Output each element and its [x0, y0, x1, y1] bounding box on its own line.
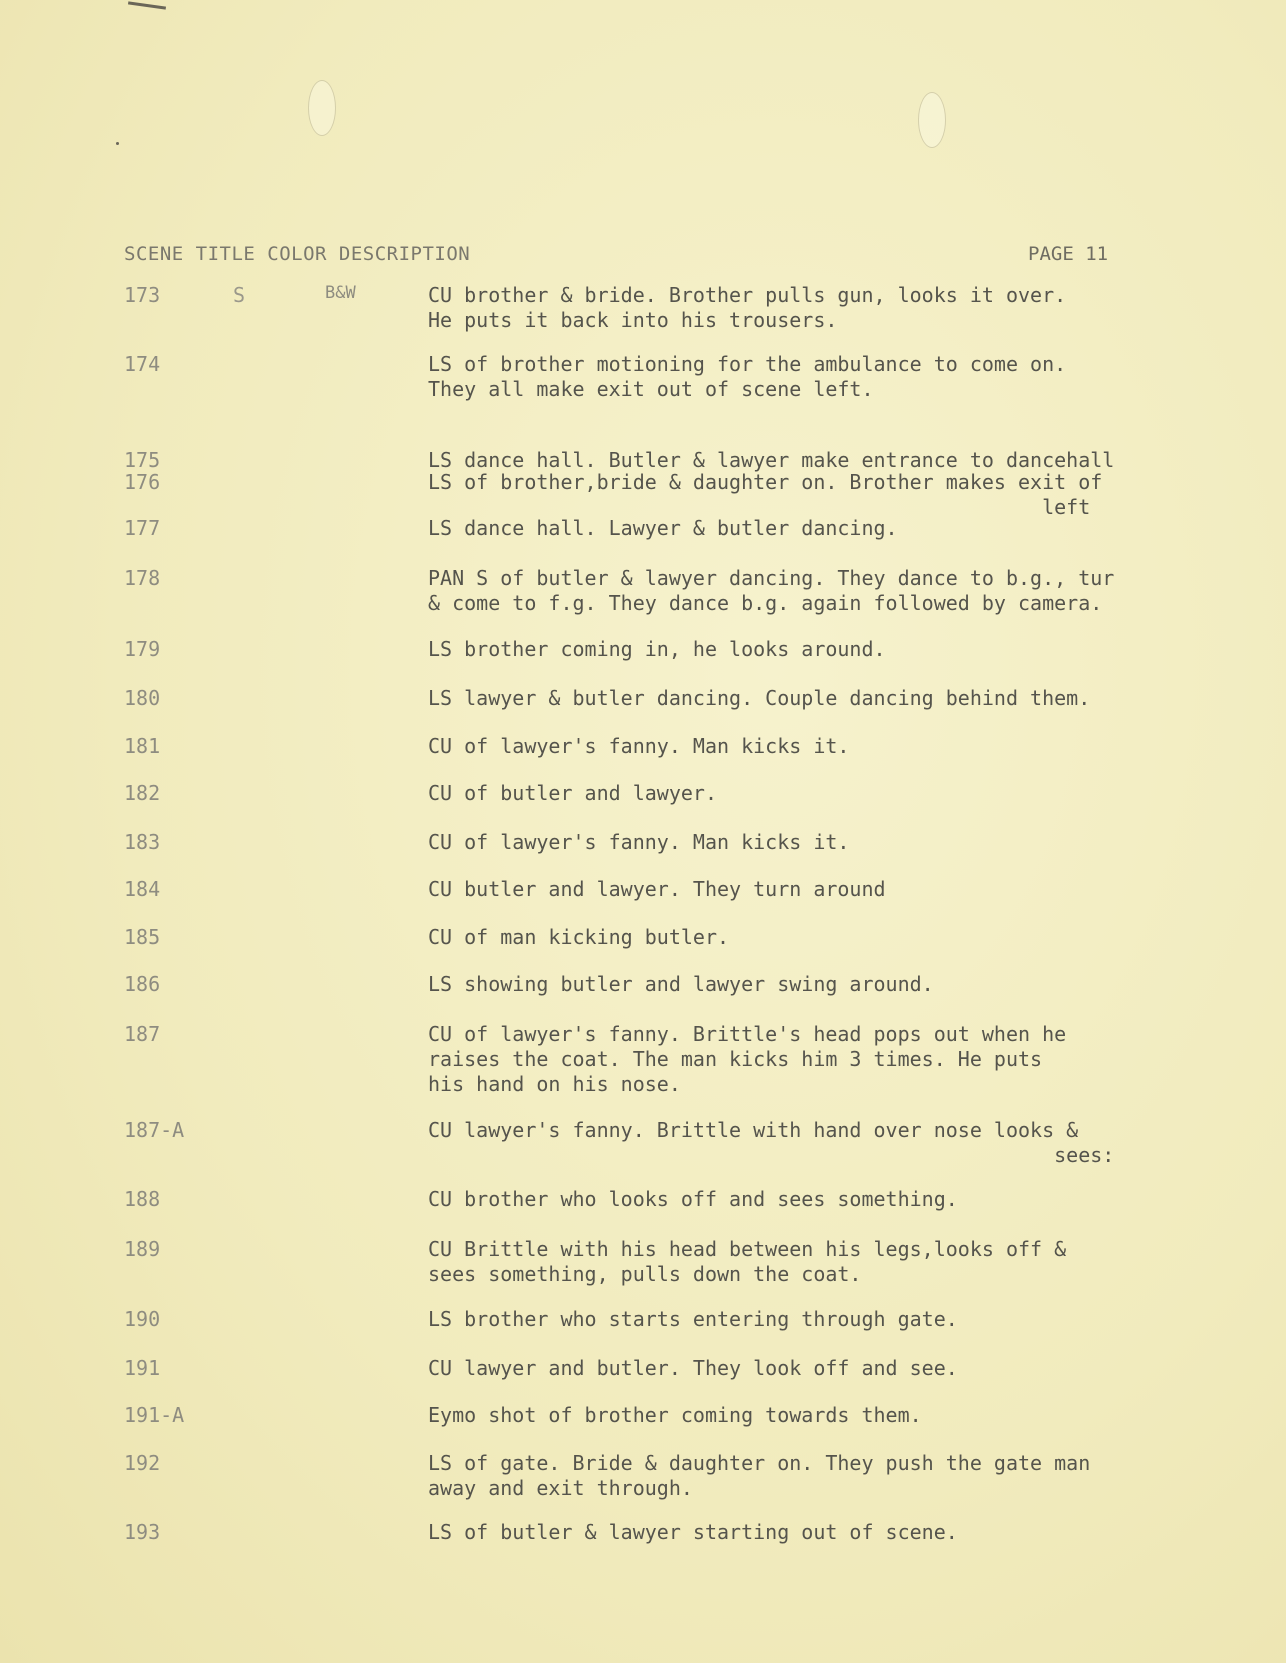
scene-number: 177: [124, 516, 161, 540]
description-line: PAN S of butler & lawyer dancing. They dance to b.g., tur: [428, 566, 1115, 590]
scene-number: 187: [124, 1022, 161, 1046]
description-line: away and exit through.: [428, 1476, 693, 1500]
scene-number: 175: [124, 448, 161, 472]
description-line: CU lawyer and butler. They look off and see.: [428, 1356, 958, 1380]
column-header: SCENE TITLE COLOR DESCRIPTION: [124, 243, 471, 265]
scene-number: 180: [124, 686, 161, 710]
scene-description: [428, 925, 1252, 950]
description-line: & come to f.g. They dance b.g. again followed by camera.: [428, 591, 1103, 615]
punch-hole-right: [918, 92, 946, 148]
scene-number: 191-A: [124, 1403, 185, 1427]
scene-number: 183: [124, 830, 161, 854]
scene-number: 190: [124, 1307, 161, 1331]
scene-description: [428, 1187, 1252, 1212]
description-line: LS showing butler and lawyer swing around.: [428, 972, 934, 996]
scene-description: [428, 566, 1252, 616]
description-line: LS of gate. Bride & daughter on. They push the gate man: [428, 1451, 1091, 1475]
description-line: CU of lawyer's fanny. Man kicks it.: [428, 830, 850, 854]
description-line: He puts it back into his trousers.: [428, 308, 838, 332]
description-line: LS dance hall. Lawyer & butler dancing.: [428, 516, 898, 540]
description-line: LS brother coming in, he looks around.: [428, 637, 886, 661]
scene-number: 187-A: [124, 1118, 185, 1142]
scene-description: [428, 1237, 1252, 1287]
description-line: CU brother & bride. Brother pulls gun, looks it over.: [428, 283, 1067, 307]
description-line: sees something, pulls down the coat.: [428, 1262, 862, 1286]
description-line: LS of brother,bride & daughter on. Brother makes exit of: [428, 470, 1103, 494]
scene-description: [428, 877, 1252, 902]
scene-description: [428, 1022, 1252, 1097]
scene-number: 173: [124, 283, 161, 307]
scene-description: [428, 1403, 1252, 1428]
scene-description: [428, 516, 1252, 541]
description-line: CU of lawyer's fanny. Brittle's head pops out when he: [428, 1022, 1067, 1046]
scene-number: 189: [124, 1237, 161, 1261]
scene-description: [428, 1451, 1252, 1501]
scene-number: 174: [124, 352, 161, 376]
description-line: LS of brother motioning for the ambulance to come on.: [428, 352, 1067, 376]
scene-color: B&W: [325, 283, 356, 303]
scene-description: [428, 1118, 1252, 1168]
scene-description: [428, 1356, 1252, 1381]
description-line: CU of butler and lawyer.: [428, 781, 717, 805]
description-line: left: [428, 495, 1091, 519]
description-line: LS of butler & lawyer starting out of scene.: [428, 1520, 958, 1544]
scene-number: 186: [124, 972, 161, 996]
description-line: CU of man kicking butler.: [428, 925, 730, 949]
scene-number: 188: [124, 1187, 161, 1211]
scene-description: [428, 470, 1252, 520]
scene-description: [428, 686, 1252, 711]
description-line: LS lawyer & butler dancing. Couple dancing behind them.: [428, 686, 1091, 710]
description-line: his hand on his nose.: [428, 1072, 681, 1096]
scene-description: [428, 637, 1252, 662]
description-line: raises the coat. The man kicks him 3 times. He puts: [428, 1047, 1043, 1071]
scene-description: [428, 830, 1252, 855]
scene-number: 185: [124, 925, 161, 949]
description-line: sees:: [428, 1143, 1115, 1167]
scene-number: 181: [124, 734, 161, 758]
description-line: CU Brittle with his head between his legs,looks off &: [428, 1237, 1067, 1261]
scene-number: 192: [124, 1451, 161, 1475]
scene-number: 179: [124, 637, 161, 661]
description-line: CU brother who looks off and sees something.: [428, 1187, 958, 1211]
scene-number: 191: [124, 1356, 161, 1380]
description-line: LS dance hall. Butler & lawyer make entrance to dancehall: [428, 448, 1115, 472]
description-line: Eymo shot of brother coming towards them.: [428, 1403, 922, 1427]
scene-description: [428, 781, 1252, 806]
punch-hole-left: [308, 80, 336, 136]
scene-number: 178: [124, 566, 161, 590]
specks: [116, 142, 119, 145]
scene-title: S: [233, 283, 246, 307]
scene-description: [428, 1307, 1252, 1332]
scene-number: 184: [124, 877, 161, 901]
description-line: CU of lawyer's fanny. Man kicks it.: [428, 734, 850, 758]
scene-number: 193: [124, 1520, 161, 1544]
page-number: PAGE 11: [1028, 243, 1109, 265]
scene-description: [428, 972, 1252, 997]
scene-description: [428, 734, 1252, 759]
scene-number: 182: [124, 781, 161, 805]
pencil-mark: [128, 1, 166, 9]
scene-description: [428, 283, 1252, 333]
description-line: CU lawyer's fanny. Brittle with hand over nose looks &: [428, 1118, 1079, 1142]
description-line: They all make exit out of scene left.: [428, 377, 874, 401]
scene-description: [428, 1520, 1252, 1545]
description-line: LS brother who starts entering through gate.: [428, 1307, 958, 1331]
description-line: CU butler and lawyer. They turn around: [428, 877, 886, 901]
scene-description: [428, 352, 1252, 402]
scene-number: 176: [124, 470, 161, 494]
